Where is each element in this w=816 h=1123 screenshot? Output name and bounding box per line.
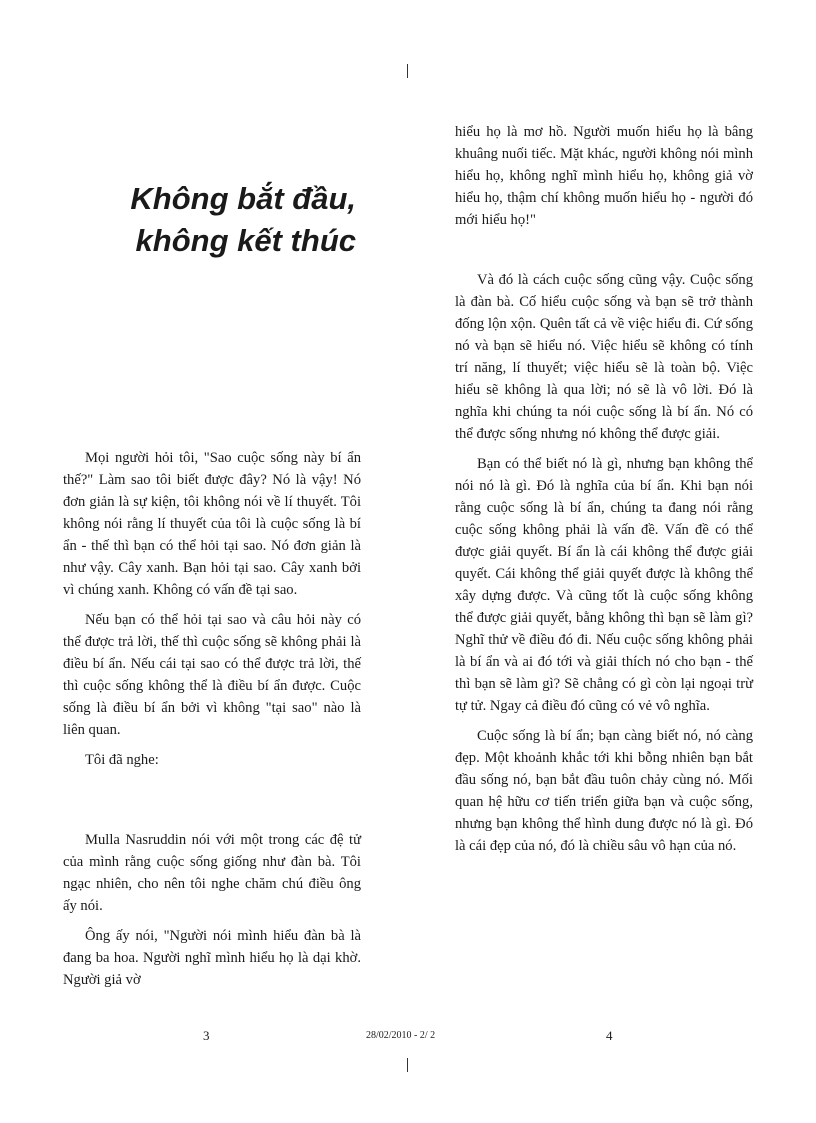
page-number-right: 4: [606, 1028, 613, 1043]
paragraph: Tôi đã nghe:: [85, 752, 159, 768]
left-column: [63, 447, 361, 991]
paragraph: Và đó là cách cuộc sống cũng vậy. Cuộc sống là đàn bà. Cố hiểu cuộc sống và bạn sẽ trở thành đống lộn xộn. Quên tất cả về việc hiểu đi. Cứ sống nó và bạn sẽ hiểu nó. Việc hiểu sẽ không có tính trí năng, lí thuyết; việc hiểu sẽ là toàn bộ. Việc hiểu sẽ không là qua lời; nó sẽ là vô lời. Đó là nghĩa khi chúng ta nói cuộc sống là bí ẩn. Nó có thể được sống nhưng nó không thể được giải.: [455, 272, 753, 442]
paragraph: Cuộc sống là bí ẩn; bạn càng biết nó, nó càng đẹp. Một khoảnh khắc tới khi bỗng nhiên bạn bắt đầu sống nó, bạn bắt đầu tuôn chảy cùng nó. Mối quan hệ hữu cơ tiến triển giữa bạn và cuộc sống, nhưng bạn không thể hình dung được nó là gì. Đó là cái đẹp của nó, đó là chiều sâu vô hạn của nó.: [455, 728, 753, 854]
right-column: [455, 121, 753, 857]
footer-date: 28/02/2010 - 2/ 2: [366, 1030, 436, 1041]
paragraph: Mọi người hỏi tôi, "Sao cuộc sống này bí ẩn thế?" Làm sao tôi biết được đây? Nó là vậy! Nó đơn giản là sự kiện, tôi không nói về lí thuyết. Tôi không nói rằng lí thuyết của tôi là cuộc sống là bí ẩn - thế thì bạn có thể hỏi tại sao. Nó đơn giản là như vậy. Cây xanh. Bạn hỏi tại sao. Cây xanh bởi vì chúng xanh. Không có vấn đề tại sao.: [63, 450, 361, 598]
paragraph: Bạn có thể biết nó là gì, nhưng bạn không thể nói nó là gì. Đó là nghĩa của bí ẩn. Khi bạn nói rằng cuộc sống là bí ẩn, chúng ta đang nói rằng cuộc sống không phải là vấn đề. Vấn đề có thể được giải quyết. Bí ẩn là cái không thể được giải quyết. Cái không thể giải quyết được là không thể xây dựng được. Và cũng tốt là cuộc sống không thể được giải quyết, bằng không thì bạn sẽ làm gì? Nghĩ thử về điều đó đi. Nếu cuộc sống không phải là bí ẩn và ai đó tới và giải thích nó cho bạn - thế thì bạn sẽ làm gì? Sẽ chẳng có gì còn lại ngoại trừ tự tử. Ngay cả điều đó cũng có vẻ vô nghĩa.: [455, 456, 753, 714]
bottom-fold-mark: [407, 1058, 408, 1072]
top-fold-mark: [407, 64, 408, 78]
paragraph: hiểu họ là mơ hồ. Người muốn hiểu họ là bâng khuâng nuối tiếc. Mặt khác, người không nói mình hiểu họ, không nghĩ mình hiểu họ, không giả vờ hiểu họ, thậm chí không muốn hiểu họ - người đó mới hiểu họ!": [455, 124, 753, 228]
paragraph: Nếu bạn có thể hỏi tại sao và câu hỏi này có thể được trả lời, thế thì cuộc sống sẽ không phải là điều bí ẩn. Nếu cái tại sao có thể được trả lời, thế thì cuộc sống không thể là điều bí ẩn được. Cuộc sống là điều bí ẩn bởi vì không "tại sao" nào là liên quan.: [63, 612, 361, 738]
paragraph: Ông ấy nói, "Người nói mình hiểu đàn bà là đang ba hoa. Người nghĩ mình hiểu họ là dại khờ. Người giả vờ: [63, 928, 361, 988]
page-number-left: 3: [203, 1028, 210, 1043]
paragraph: Mulla Nasruddin nói với một trong các đệ tử của mình rằng cuộc sống giống như đàn bà. Tôi ngạc nhiên, cho nên tôi nghe chăm chú điều ông ấy nói.: [63, 832, 361, 914]
chapter-title: Không bắt đầu, không kết thúc: [130, 181, 356, 258]
